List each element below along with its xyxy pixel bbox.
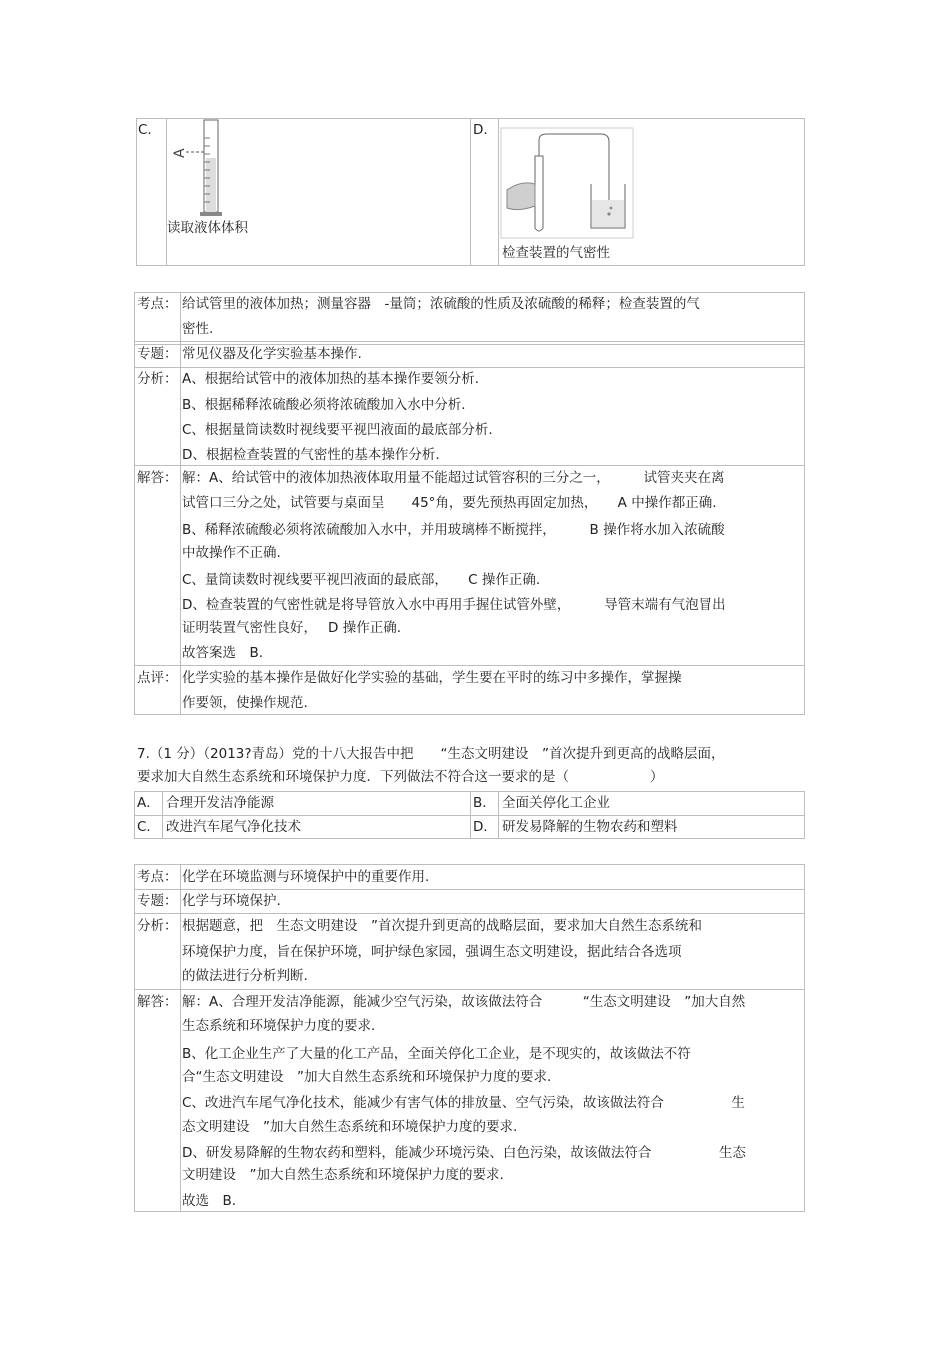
q7-option-a-letter: A． (137, 795, 160, 811)
q7-jieda-line: 态文明建设 ”加大自然生态系统和环境保护力度的要求. (182, 1119, 518, 1135)
q6-kaodian-line-1: 给试管里的液体加热；测量容器 -量筒；浓硫酸的性质及浓硫酸的稀释；检查装置的气 (182, 296, 700, 312)
q7-row-divider-3 (134, 989, 805, 990)
q6-dianping-line: 作要领，使操作规范. (182, 695, 308, 711)
q6-jieda-line: D、检查装置的气密性就是将导管放入水中再用手握住试管外壁， 导管末端有气泡冒出 (182, 597, 726, 613)
q6-kaodian-line-2: 密性. (182, 321, 214, 337)
q6-option-c-caption: 读取液体体积 (167, 220, 248, 236)
q7-option-c-text: 改进汽车尾气净化技术 (166, 819, 301, 835)
q7-jieda-label: 解答： (137, 994, 178, 1010)
q7-stem-line-1: 7.（1 分）（2013?青岛）党的十八大报告中把 “生态文明建设 ”首次提升到更高的战略层面， (137, 746, 725, 762)
q7-kaodian-text: 化学在环境监测与环境保护中的重要作用. (182, 869, 430, 885)
q6-row-divider-4 (134, 665, 805, 666)
q7-jieda-line: C、改进汽车尾气净化技术，能减少有害气体的排放量、空气污染，故该做法符合 生 (182, 1095, 745, 1111)
q7-option-b-letter: B． (473, 795, 496, 811)
q6-jieda-line: C、量筒读数时视线要平视凹液面的最底部， C 操作正确. (182, 572, 541, 588)
q6-dianping-line: 化学实验的基本操作是做好化学实验的基础，学生要在平时的练习中多操作，掌握操 (182, 670, 682, 686)
q6-option-d-letter: D. (473, 122, 488, 138)
q7-option-d-letter: D． (473, 819, 497, 835)
q6-d-letter-divider (498, 118, 499, 266)
q7-row-divider-2 (134, 913, 805, 914)
q6-jieda-line: B、稀释浓硫酸必须将浓硫酸加入水中，并用玻璃棒不断搅拌， B 操作将水加入浓硫酸 (182, 522, 725, 538)
q6-row-divider-1 (134, 341, 805, 342)
q6-row-divider-3 (134, 465, 805, 466)
q6-zhuanti-label: 专题： (137, 346, 178, 362)
q7-jieda-line: 故选 B. (182, 1193, 237, 1209)
q6-jieda-line: 试管口三分之处，试管要与桌面呈 45°角，要先预热再固定加热， A 中操作都正确. (182, 495, 717, 511)
q7-options-letter-divider-right (498, 791, 499, 839)
q6-options-divider (470, 118, 471, 266)
q7-option-d-text: 研发易降解的生物农药和塑料 (502, 819, 678, 835)
q7-fenxi-label: 分析： (137, 918, 178, 934)
q7-zhuanti-text: 化学与环境保护. (182, 893, 281, 909)
q6-row-divider-2 (134, 367, 805, 368)
q6-fenxi-line: B、根据稀释浓硫酸必须将浓硫酸加入水中分析. (182, 397, 466, 413)
q6-jieda-line: 故答案选 B. (182, 645, 264, 661)
q7-jieda-line: D、研发易降解的生物农药和塑料，能减少环境污染、白色污染，故该做法符合 生态 (182, 1145, 746, 1161)
q6-c-letter-divider (166, 118, 167, 266)
q7-stem-line-2: 要求加大自然生态系统和环境保护力度．下列做法不符合这一要求的是（ ） (137, 769, 664, 785)
q6-dianping-label: 点评： (137, 670, 178, 686)
q6-fenxi-line: A、根据给试管中的液体加热的基本操作要领分析. (182, 371, 480, 387)
q6-jieda-line: 中故操作不正确. (182, 545, 281, 561)
eye-label: A (172, 148, 188, 158)
q7-options-letter-divider-left (162, 791, 163, 839)
q7-kaodian-label: 考点： (137, 869, 178, 885)
q6-zhuanti-text: 常见仪器及化学实验基本操作. (182, 346, 362, 362)
q6-jieda-label: 解答： (137, 470, 178, 486)
q7-jieda-line: B、化工企业生产了大量的化工产品，全面关停化工企业，是不现实的，故该做法不符 (182, 1046, 691, 1062)
q7-jieda-line: 合“生态文明建设 ”加大自然生态系统和环境保护力度的要求. (182, 1069, 552, 1085)
q6-option-d-caption: 检查装置的气密性 (502, 245, 610, 261)
q6-analysis-label-divider (180, 292, 181, 715)
q6-kaodian-label: 考点： (137, 296, 178, 312)
q7-jieda-line: 生态系统和环境保护力度的要求. (182, 1018, 376, 1034)
q7-jieda-line: 解：A、合理开发洁净能源，能减少空气污染，故该做法符合 “生态文明建设 ”加大自然 (182, 994, 746, 1010)
q7-row-divider-1 (134, 889, 805, 890)
q6-jieda-line: 证明装置气密性良好， D 操作正确. (182, 620, 402, 636)
q6-fenxi-line: C、根据量筒读数时视线要平视凹液面的最底部分析. (182, 422, 493, 438)
q6-fenxi-line: D、根据检查装置的气密性的基本操作分析. (182, 447, 440, 463)
q7-option-a-text: 合理开发洁净能源 (166, 795, 274, 811)
q7-fenxi-line: 的做法进行分析判断. (182, 968, 308, 984)
q7-fenxi-line: 根据题意，把 生态文明建设 ”首次提升到更高的战略层面，要求加大自然生态系统和 (182, 918, 702, 934)
q7-option-b-text: 全面关停化工企业 (502, 795, 610, 811)
q6-jieda-line: 解：A、给试管中的液体加热液体取用量不能超过试管容积的三分之一， 试管夹夹在离 (182, 470, 725, 486)
q7-option-c-letter: C． (137, 819, 160, 835)
q6-fenxi-label: 分析： (137, 371, 178, 387)
q7-jieda-line: 文明建设 ”加大自然生态系统和环境保护力度的要求. (182, 1167, 504, 1183)
graduated-cylinder-illustration (168, 118, 228, 218)
q7-zhuanti-label: 专题： (137, 893, 178, 909)
q7-fenxi-line: 环境保护力度，旨在保护环境，呵护绿色家园，强调生态文明建设，据此结合各选项 (182, 944, 682, 960)
q7-options-col-divider (470, 791, 471, 839)
q6-option-c-letter: C. (138, 122, 152, 138)
airtightness-check-illustration (501, 128, 633, 238)
q7-analysis-label-divider (180, 864, 181, 1212)
